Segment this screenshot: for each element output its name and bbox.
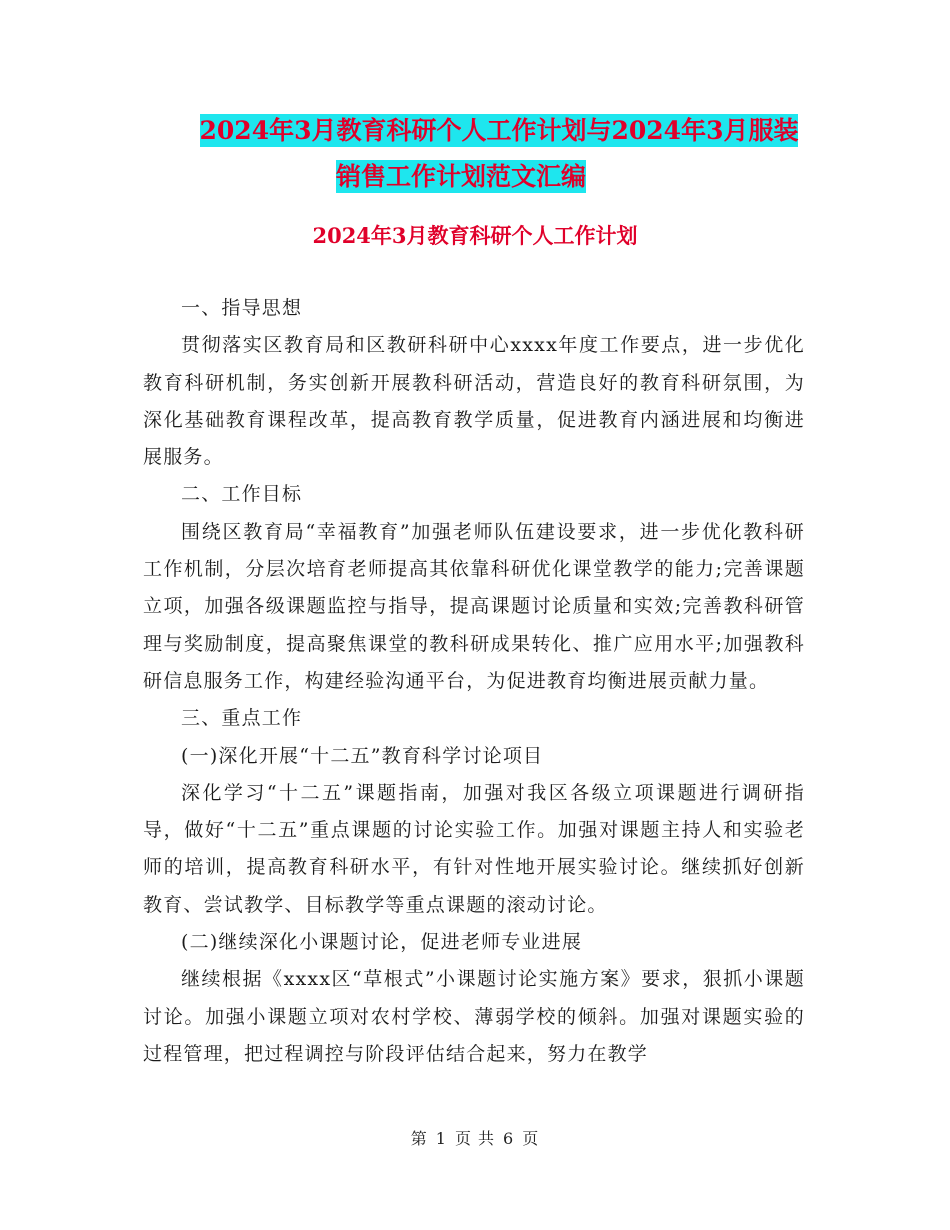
page-footer xyxy=(0,1126,950,1149)
document-title xyxy=(0,108,950,200)
subheading-2: (二)继续深化小课题讨论，促进老师专业进展 xyxy=(181,931,583,954)
heading-key-work: 三、重点工作 xyxy=(181,707,303,730)
subheading-1: (一)深化开展“十二五”教育科学讨论项目 xyxy=(181,744,544,767)
document-body xyxy=(143,290,805,1073)
section-title: 2024年3月教育科研个人工作计划 xyxy=(312,223,638,248)
heading-guiding-ideology: 一、指导思想 xyxy=(181,297,303,319)
title-line-2: 销售工作计划范文汇编 xyxy=(336,162,587,191)
footer-suffix: 页 xyxy=(522,1129,540,1148)
footer-page-number: 1 xyxy=(435,1129,447,1148)
paragraph: 继续根据《xxxx区“草根式”小课题讨论实施方案》要求，狠抓小课题讨论。加强小课题立项对农村学校、薄弱学校的倾斜。加强对课题实验的过程管理，把过程调控与阶段评估结合起来，努力在教学 xyxy=(143,968,805,1065)
paragraph: 围绕区教育局“幸福教育”加强老师队伍建设要求，进一步优化教科研工作机制，分层次培育老师提高其依靠科研优化课堂教学的能力;完善课题立项，加强各级课题监控与指导，提高课题讨论质量和实效;完善教科研管理与奖励制度，提高聚焦课堂的教科研成果转化、推广应用水平;加强教科研信息服务工作，构建经验沟通平台，为促进教育均衡进展贡献力量。 xyxy=(143,520,805,692)
paragraph: 贯彻落实区教育局和区教研科研中心xxxx年度工作要点，进一步优化教育科研机制，务实创新开展教科研活动，营造良好的教育科研氛围，为深化基础教育课程改革，提高教育教学质量，促进教育内涵进展和均衡进展服务。 xyxy=(143,334,805,469)
footer-total-pages: 6 xyxy=(503,1129,515,1148)
paragraph: 深化学习“十二五”课题指南，加强对我区各级立项课题进行调研指导，做好“十二五”重点课题的讨论实验工作。加强对课题主持人和实验老师的培训，提高教育科研水平，有针对性地开展实验讨论。继续抓好创新教育、尝试教学、目标教学等重点课题的滚动讨论。 xyxy=(143,781,805,916)
heading-work-goals: 二、工作目标 xyxy=(181,483,303,506)
footer-prefix: 第 xyxy=(410,1129,428,1148)
footer-middle: 页 共 xyxy=(454,1129,496,1148)
title-line-1: 2024年3月教育科研个人工作计划与2024年3月服装 xyxy=(199,116,799,145)
